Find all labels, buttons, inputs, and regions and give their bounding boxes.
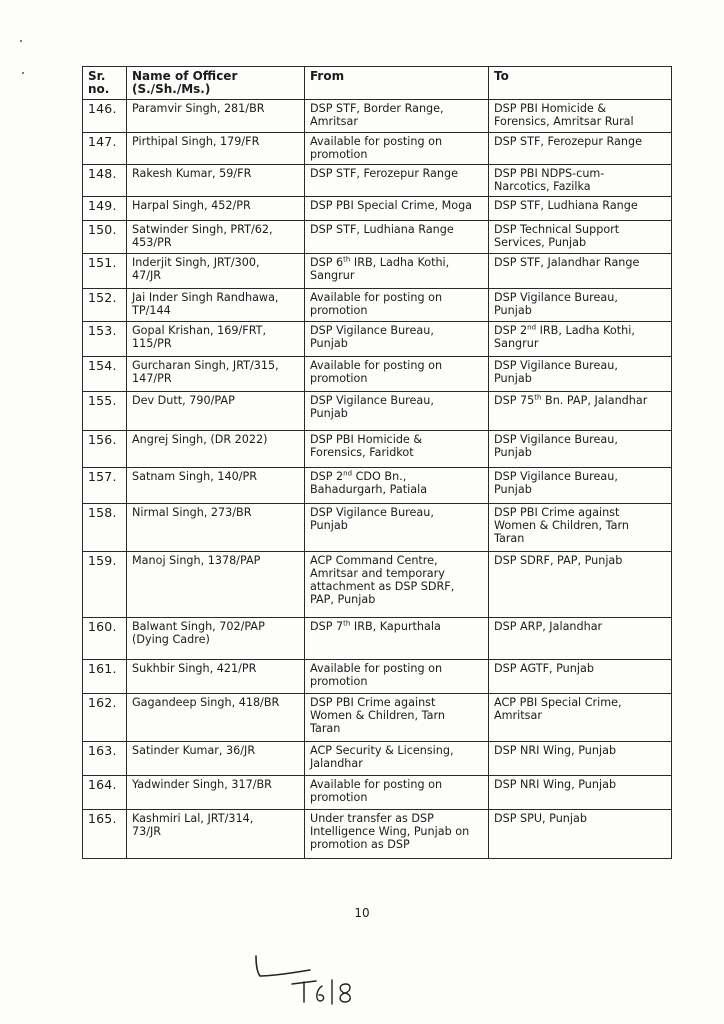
cell-srno: 158.	[83, 504, 127, 552]
cell-to: DSP 2nd IRB, Ladha Kothi, Sangrur	[489, 322, 672, 357]
cell-from: Available for posting on promotion	[305, 133, 489, 165]
table-row	[83, 221, 672, 254]
cell-to: DSP PBI Crime against Women & Children, Tarn Taran	[489, 504, 672, 552]
cell-from: Available for posting on promotion	[305, 776, 489, 810]
cell-officer-name: Harpal Singh, 452/PR	[127, 197, 305, 221]
table-row	[83, 254, 672, 289]
cell-from: DSP 7th IRB, Kapurthala	[305, 618, 489, 660]
cell-srno: 149.	[83, 197, 127, 221]
cell-srno: 157.	[83, 468, 127, 504]
cell-to: DSP AGTF, Punjab	[489, 660, 672, 694]
table-row	[83, 776, 672, 810]
cell-srno: 150.	[83, 221, 127, 254]
cell-from: DSP Vigilance Bureau, Punjab	[305, 504, 489, 552]
table-row	[83, 431, 672, 468]
table-row	[83, 742, 672, 776]
table-row	[83, 165, 672, 197]
cell-to: DSP Vigilance Bureau, Punjab	[489, 289, 672, 322]
cell-officer-name: Yadwinder Singh, 317/BR	[127, 776, 305, 810]
table-row	[83, 392, 672, 431]
cell-srno: 162.	[83, 694, 127, 742]
table-row	[83, 468, 672, 504]
cell-srno: 163.	[83, 742, 127, 776]
cell-srno: 164.	[83, 776, 127, 810]
cell-from: Available for posting on promotion	[305, 357, 489, 392]
cell-to: DSP PBI Homicide & Forensics, Amritsar Rural	[489, 100, 672, 133]
table-row	[83, 694, 672, 742]
scan-speck	[22, 72, 24, 74]
cell-srno: 153.	[83, 322, 127, 357]
table-row	[83, 504, 672, 552]
header-name: Name of Officer (S./Sh./Ms.)	[127, 67, 305, 100]
header-to: To	[489, 67, 672, 100]
table-header-row	[83, 67, 672, 100]
cell-officer-name: Satnam Singh, 140/PR	[127, 468, 305, 504]
cell-officer-name: Inderjit Singh, JRT/300, 47/JR	[127, 254, 305, 289]
cell-srno: 165.	[83, 810, 127, 859]
cell-to: DSP PBI NDPS-cum- Narcotics, Fazilka	[489, 165, 672, 197]
cell-from: DSP PBI Crime against Women & Children, Tarn Taran	[305, 694, 489, 742]
cell-srno: 159.	[83, 552, 127, 618]
cell-from: Available for posting on promotion	[305, 289, 489, 322]
cell-officer-name: Pirthipal Singh, 179/FR	[127, 133, 305, 165]
cell-officer-name: Satinder Kumar, 36/JR	[127, 742, 305, 776]
cell-to: DSP Vigilance Bureau, Punjab	[489, 431, 672, 468]
cell-srno: 155.	[83, 392, 127, 431]
cell-srno: 148.	[83, 165, 127, 197]
cell-to: DSP STF, Jalandhar Range	[489, 254, 672, 289]
transfer-table	[82, 66, 672, 859]
table-row	[83, 322, 672, 357]
cell-to: DSP NRI Wing, Punjab	[489, 742, 672, 776]
cell-from: Available for posting on promotion	[305, 660, 489, 694]
table-row	[83, 197, 672, 221]
header-from: From	[305, 67, 489, 100]
cell-to: ACP PBI Special Crime, Amritsar	[489, 694, 672, 742]
table-row	[83, 133, 672, 165]
table-row	[83, 810, 672, 859]
cell-officer-name: Kashmiri Lal, JRT/314, 73/JR	[127, 810, 305, 859]
cell-srno: 161.	[83, 660, 127, 694]
cell-srno: 152.	[83, 289, 127, 322]
cell-srno: 156.	[83, 431, 127, 468]
cell-from: Under transfer as DSP Intelligence Wing, Punjab on promotion as DSP	[305, 810, 489, 859]
handwritten-initials	[248, 948, 368, 1008]
header-srno: Sr. no.	[83, 67, 127, 100]
cell-to: DSP Vigilance Bureau, Punjab	[489, 468, 672, 504]
table-body	[83, 100, 672, 859]
cell-officer-name: Sukhbir Singh, 421/PR	[127, 660, 305, 694]
table-row	[83, 289, 672, 322]
cell-officer-name: Jai Inder Singh Randhawa, TP/144	[127, 289, 305, 322]
cell-from: DSP Vigilance Bureau, Punjab	[305, 322, 489, 357]
cell-officer-name: Gurcharan Singh, JRT/315, 147/PR	[127, 357, 305, 392]
cell-from: DSP PBI Special Crime, Moga	[305, 197, 489, 221]
cell-srno: 154.	[83, 357, 127, 392]
cell-officer-name: Angrej Singh, (DR 2022)	[127, 431, 305, 468]
cell-srno: 151.	[83, 254, 127, 289]
cell-officer-name: Nirmal Singh, 273/BR	[127, 504, 305, 552]
cell-officer-name: Manoj Singh, 1378/PAP	[127, 552, 305, 618]
cell-from: ACP Security & Licensing, Jalandhar	[305, 742, 489, 776]
cell-officer-name: Gagandeep Singh, 418/BR	[127, 694, 305, 742]
cell-to: DSP STF, Ludhiana Range	[489, 197, 672, 221]
table-row	[83, 357, 672, 392]
cell-to: DSP SPU, Punjab	[489, 810, 672, 859]
table-row	[83, 552, 672, 618]
page-number: 10	[354, 906, 370, 920]
cell-from: DSP STF, Ferozepur Range	[305, 165, 489, 197]
cell-to: DSP SDRF, PAP, Punjab	[489, 552, 672, 618]
cell-officer-name: Dev Dutt, 790/PAP	[127, 392, 305, 431]
cell-to: DSP NRI Wing, Punjab	[489, 776, 672, 810]
cell-officer-name: Satwinder Singh, PRT/62, 453/PR	[127, 221, 305, 254]
table-row	[83, 100, 672, 133]
cell-from: DSP PBI Homicide & Forensics, Faridkot	[305, 431, 489, 468]
cell-to: DSP STF, Ferozepur Range	[489, 133, 672, 165]
cell-from: DSP STF, Border Range, Amritsar	[305, 100, 489, 133]
cell-from: DSP STF, Ludhiana Range	[305, 221, 489, 254]
cell-srno: 147.	[83, 133, 127, 165]
cell-from: ACP Command Centre, Amritsar and temporary attachment as DSP SDRF, PAP, Punjab	[305, 552, 489, 618]
cell-from: DSP 6th IRB, Ladha Kothi, Sangrur	[305, 254, 489, 289]
cell-to: DSP Vigilance Bureau, Punjab	[489, 357, 672, 392]
cell-srno: 160.	[83, 618, 127, 660]
cell-to: DSP Technical Support Services, Punjab	[489, 221, 672, 254]
table-row	[83, 618, 672, 660]
cell-to: DSP ARP, Jalandhar	[489, 618, 672, 660]
cell-officer-name: Rakesh Kumar, 59/FR	[127, 165, 305, 197]
cell-to: DSP 75th Bn. PAP, Jalandhar	[489, 392, 672, 431]
cell-officer-name: Gopal Krishan, 169/FRT, 115/PR	[127, 322, 305, 357]
cell-officer-name: Balwant Singh, 702/PAP (Dying Cadre)	[127, 618, 305, 660]
cell-from: DSP Vigilance Bureau, Punjab	[305, 392, 489, 431]
scan-speck	[20, 40, 22, 42]
cell-from: DSP 2nd CDO Bn., Bahadurgarh, Patiala	[305, 468, 489, 504]
cell-officer-name: Paramvir Singh, 281/BR	[127, 100, 305, 133]
table-row	[83, 660, 672, 694]
cell-srno: 146.	[83, 100, 127, 133]
